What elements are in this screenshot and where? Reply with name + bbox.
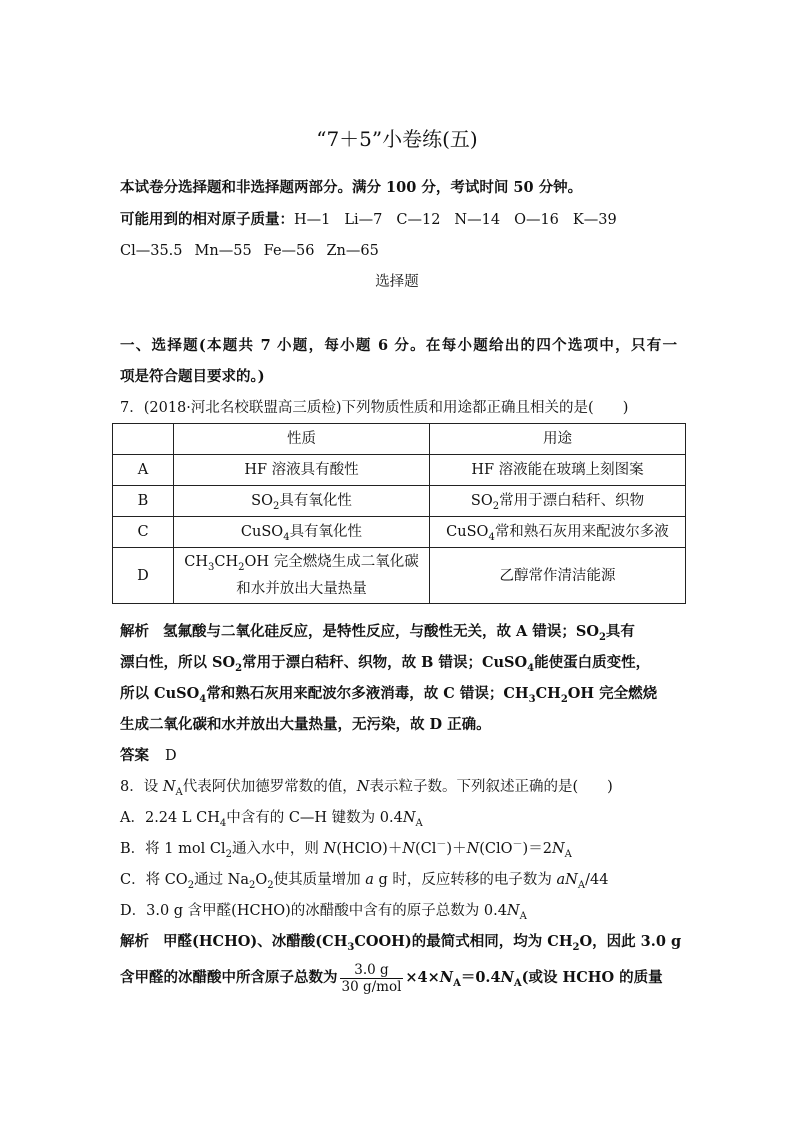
mass-item: Li—7 (344, 212, 383, 228)
part1-line2: 项是符合题目要求的。) (120, 368, 265, 385)
q7-answer (120, 746, 177, 766)
page-title: “7＋5”小卷练(五) (316, 127, 478, 151)
answer-value: D (165, 748, 177, 764)
q7-analysis-line3: 所以 CuSO$_4$常和熟石灰用来配波尔多液消毒，故 C 错误；$CH_3CH_2OH$ 完全燃烧 (120, 685, 658, 705)
mass-item: Cl—35.5 (120, 243, 183, 259)
q8-option-d[interactable]: D．3.0 g 含甲醛(HCHO)的冰醋酸中含有的原子总数为 $0.4N_A$ (120, 903, 527, 922)
table-row (113, 517, 686, 548)
option-cell: D (113, 548, 174, 604)
q8-analysis-line2: 含甲醛的冰醋酸中所含原子总数为 $\frac{3.0 g}{\text{30 g/mol}}$ $\times 4\times N_A=0.4N_A$(或设 HCHO 的质量 (120, 961, 663, 995)
analysis-label: 解析 (120, 623, 149, 640)
q7-analysis-line2: 漂白性，所以 $SO_2$常用于漂白秸秆、织物，故 B 错误；CuSO$_4$能使蛋白质变性， (120, 654, 651, 674)
q8-stem: 8．设 $N_A$代表阿伏加德罗常数的值，N表示粒子数。下列叙述正确的是( ) (120, 779, 613, 798)
mass-item: N—14 (454, 212, 501, 228)
mass-item: Zn—65 (326, 243, 379, 259)
mass-item: O—16 (514, 212, 559, 228)
section-title: 选择题 (375, 274, 419, 290)
mass-item: Fe—56 (263, 243, 315, 259)
mass-item: Mn—55 (194, 243, 252, 259)
use-cell: HF 溶液能在玻璃上刻图案 (430, 455, 686, 486)
use-cell: 乙醇常作清洁能源 (430, 548, 686, 604)
atomic-masses-line2 (120, 241, 379, 261)
part1-instructions (120, 336, 677, 356)
answer-label: 答案 (120, 747, 149, 764)
atomic-masses-line1 (120, 210, 617, 230)
table-row (113, 486, 686, 517)
q8-option-b[interactable]: B．将 1 mol $Cl_2$通入水中，则 $N(HClO)+N(Cl^-)+N(ClO^-)=2N_A$ (120, 839, 572, 860)
use-cell: $SO_2$常用于漂白秸秆、织物 (430, 486, 686, 517)
header-cell (113, 424, 174, 455)
property-cell: $SO_2$具有氧化性 (174, 486, 430, 517)
header-cell: 性质 (174, 424, 430, 455)
option-cell: B (113, 486, 174, 517)
q7-analysis-line1: 解析 氢氟酸与二氧化硅反应，是特性反应，与酸性无关，故 A 错误；$SO_2$具有 (120, 623, 635, 643)
table-row (113, 455, 686, 486)
q7-options-table (112, 423, 686, 604)
property-cell: HF 溶液具有酸性 (174, 455, 430, 486)
part1-line1: 一、选择题(本题共 7 小题，每小题 6 分。在每小题给出的四个选项中，只有一 (120, 337, 677, 354)
use-cell: CuSO$_4$常和熟石灰用来配波尔多液 (430, 517, 686, 548)
analysis-label: 解析 (120, 933, 149, 950)
option-cell: C (113, 517, 174, 548)
table-header-row (113, 424, 686, 455)
table-row (113, 548, 686, 604)
header-cell: 用途 (430, 424, 686, 455)
mass-fraction: $\frac{3.0 g}{\text{30 g/mol}}$ (341, 961, 402, 995)
property-cell: $CH_3CH_2OH$ 完全燃烧生成二氧化碳 和水并放出大量热量 (174, 548, 430, 604)
mass-item: K—39 (572, 212, 617, 228)
property-cell: CuSO$_4$具有氧化性 (174, 517, 430, 548)
exam-intro: 本试卷分选择题和非选择题两部分。满分 100 分，考试时间 50 分钟。 (120, 179, 583, 196)
atomic-masses-label: 可能用到的相对原子质量： (120, 211, 294, 228)
q7-stem: 7．(2018·河北名校联盟高三质检)下列物质性质和用途都正确且相关的是( ) (120, 400, 629, 416)
q8-analysis-line1: 解析 甲醛(HCHO)、冰醋酸$(CH_3COOH)$的最简式相同，均为 $CH_2O$，因此 3.0 g (120, 933, 682, 953)
q7-analysis-line4: 生成二氧化碳和水并放出大量热量，无污染，故 D 正确。 (120, 716, 491, 733)
q8-option-a[interactable]: A．2.24 L $CH_4$中含有的 C—H 键数为 $0.4N_A$ (120, 810, 423, 829)
mass-item: C—12 (396, 212, 441, 228)
option-cell: A (113, 455, 174, 486)
q8-option-c[interactable]: C．将 $CO_2$通过 $Na_2O_2$使其质量增加 a g 时，反应转移的电子数为 $aN_A/44$ (120, 872, 609, 891)
mass-item: H—1 (294, 212, 331, 228)
